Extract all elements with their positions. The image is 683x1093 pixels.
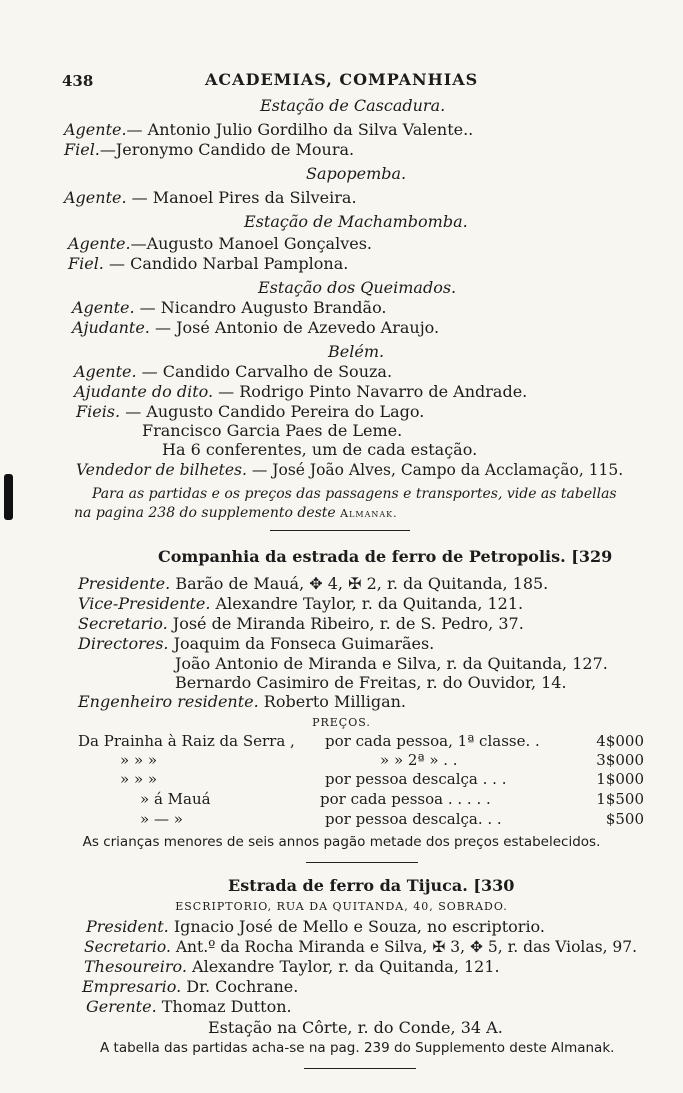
entry-text: José de Miranda Ribeiro, r. de S. Pedro, 37. [172, 614, 524, 633]
officer-row [78, 634, 434, 654]
station-heading: Estação de Machambomba. [244, 212, 468, 231]
entry-text: Dr. Cochrane. [186, 977, 299, 996]
price-desc: » » 2ª » . . [380, 751, 458, 769]
entry-text: — Nicandro Augusto Brandão. [139, 298, 387, 317]
officer-row [78, 574, 548, 594]
section-divider [304, 1068, 416, 1069]
role-label: Agente. [64, 188, 127, 207]
price-desc: por pessoa descalça. . . [325, 810, 502, 828]
entry-text: — Rodrigo Pinto Navarro de Andrade. [218, 382, 528, 401]
role-label: Fiel. [64, 140, 100, 159]
entry-text: Thomaz Dutton. [161, 997, 292, 1016]
role-label: Ajudante do dito. [74, 382, 214, 401]
officer-row [84, 937, 637, 957]
listing-row [64, 120, 473, 140]
role-label: President. [86, 917, 169, 936]
officer-row [78, 614, 524, 634]
role-label: Agente. [74, 362, 137, 381]
listing-row [64, 188, 357, 208]
entry-text: — Candido Narbal Pamplona. [108, 254, 349, 273]
entry-text: Roberto Milligan. [263, 692, 407, 711]
price-amount: 1$000 [596, 770, 644, 788]
binding-mark [4, 474, 13, 520]
role-label: Agente. [68, 234, 131, 253]
page-number: 438 [62, 72, 94, 90]
role-label: Secretario. [78, 614, 168, 633]
entry-text: Antonio Julio Gordilho da Silva Valente.. [147, 120, 474, 139]
station-heading: Sapopemba. [306, 164, 407, 183]
role-label: Fieis. [76, 402, 121, 421]
entry-text: Ant.º da Rocha Miranda e Silva, ✠ 3, ✥ 5, r. das Violas, 97. [175, 938, 638, 956]
officer-row: Bernardo Casimiro de Freitas, r. do Ouvidor, 14. [175, 673, 567, 692]
almanak-caps: Almanak. [340, 507, 398, 520]
officer-row [78, 594, 523, 614]
role-label: Vice-Presidente. [78, 594, 211, 613]
price-amount: 4$000 [596, 732, 644, 750]
entry-text: — Manoel Pires da Silveira. [131, 188, 357, 207]
listing-row [72, 298, 387, 318]
listing-row [74, 382, 527, 402]
price-amount: 3$000 [596, 751, 644, 769]
officer-row [84, 957, 500, 977]
listing-row [76, 402, 424, 422]
price-route: » — » [140, 810, 183, 828]
price-route: » á Mauá [140, 790, 211, 808]
listing-row: Ha 6 conferentes, um de cada estação. [162, 440, 478, 459]
entry-text: — José Antonio de Azevedo Araujo. [154, 318, 440, 337]
price-desc: por cada pessoa, 1ª classe. . [325, 732, 540, 750]
role-label: Engenheiro residente. [78, 692, 259, 711]
listing-row [64, 140, 354, 160]
entry-text: — Augusto Candido Pereira do Lago. [125, 402, 425, 421]
price-desc: por pessoa descalça . . . [325, 770, 507, 788]
entry-text: Joaquim da Fonseca Guimarães. [173, 634, 435, 653]
role-label: Secretario. [84, 938, 171, 956]
section-divider [270, 530, 410, 531]
entry-text: Alexandre Taylor, r. da Quitanda, 121. [192, 957, 500, 976]
office-address: ESCRIPTORIO, RUA DA QUITANDA, 40, SOBRADO. [175, 900, 508, 913]
price-route: » » » [120, 751, 158, 769]
section-divider [306, 862, 418, 863]
price-amount: $500 [605, 810, 644, 828]
note-text: na pagina 238 do supplemento deste [74, 505, 336, 521]
role-label: Fiel. [68, 254, 104, 273]
entry-text: —Jeronymo Candido de Moura. [99, 140, 355, 159]
entry-text: Ignacio José de Mello e Souza, no escriptorio. [173, 917, 545, 936]
listing-row [72, 318, 439, 338]
entry-text: —Augusto Manoel Gonçalves. [130, 234, 372, 253]
role-label: Empresario. [82, 977, 182, 996]
listing-row [68, 234, 372, 254]
price-route: » » » [120, 770, 158, 788]
officer-row: João Antonio de Miranda e Silva, r. da Quitanda, 127. [175, 654, 608, 673]
price-desc: por cada pessoa . . . . . [320, 790, 491, 808]
reference-note: Para as partidas e os preços das passagens e transportes, vide as tabellas [92, 486, 617, 502]
role-label: Agente.— [64, 120, 143, 139]
running-title: ACADEMIAS, COMPANHIAS [205, 70, 479, 89]
role-label: Gerente. [86, 997, 157, 1016]
listing-row [68, 254, 348, 274]
role-label: Directores. [78, 634, 169, 653]
entry-text: Alexandre Taylor, r. da Quitanda, 121. [215, 594, 524, 613]
prices-title: PREÇOS. [312, 716, 371, 729]
officer-row [82, 977, 298, 997]
role-label: Agente. [72, 298, 135, 317]
timetable-note: A tabella das partidas acha-se na pag. 239 do Supplemento deste Almanak. [100, 1040, 615, 1056]
role-label: Ajudante. [72, 318, 150, 337]
reference-note [74, 503, 398, 524]
company-heading: Companhia da estrada de ferro de Petropolis. [329 [158, 547, 613, 566]
station-address: Estação na Côrte, r. do Conde, 34 A. [208, 1018, 503, 1037]
officer-row [86, 997, 292, 1017]
listing-row [74, 362, 392, 382]
station-heading: Estação dos Queimados. [258, 278, 457, 297]
entry-text: Barão de Mauá, ✥ 4, ✠ 2, r. da Quitanda, 185. [175, 574, 549, 593]
price-route: Da Prainha à Raiz da Serra , [78, 732, 295, 750]
officer-row [86, 917, 545, 937]
price-amount: 1$500 [596, 790, 644, 808]
officer-row [78, 692, 406, 712]
station-heading: Belém. [328, 342, 385, 361]
price-note: As crianças menores de seis annos pagão metade dos preços estabelecidos. [82, 834, 601, 850]
company-heading: Estrada de ferro da Tijuca. [330 [228, 876, 515, 895]
role-label: Presidente. [78, 574, 171, 593]
role-label: Vendedor de bilhetes. [76, 461, 247, 479]
listing-row: Francisco Garcia Paes de Leme. [142, 421, 403, 440]
station-heading: Estação de Cascadura. [260, 96, 446, 115]
entry-text: — José João Alves, Campo da Acclamação, 115. [251, 461, 624, 479]
entry-text: — Candido Carvalho de Souza. [141, 362, 393, 381]
role-label: Thesoureiro. [84, 957, 187, 976]
listing-row [76, 460, 623, 480]
